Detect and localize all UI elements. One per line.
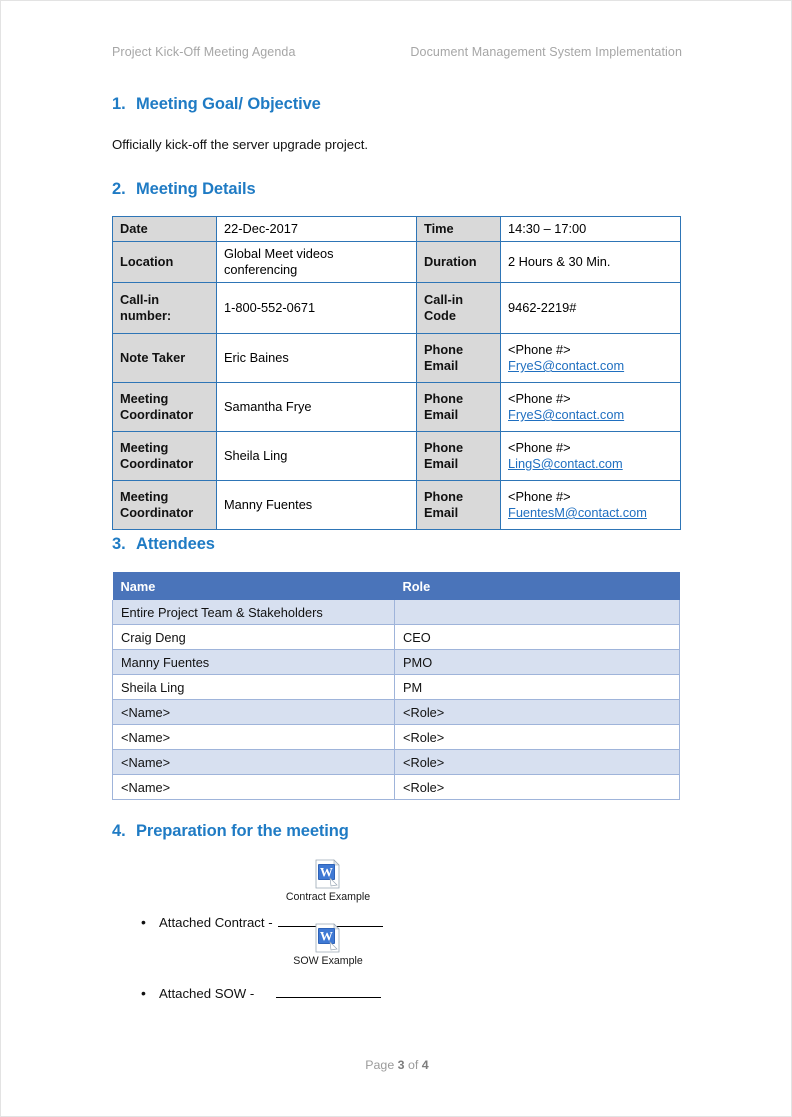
details-contact-coordinator-3	[501, 480, 681, 529]
table-row	[113, 242, 681, 283]
attendees-header-row	[113, 572, 680, 600]
attendee-role: PM	[395, 675, 680, 700]
attendee-role: <Role>	[395, 775, 680, 800]
attendees-col-name: Name	[113, 572, 395, 600]
table-row	[113, 700, 680, 725]
table-row	[113, 600, 680, 625]
section-3-heading	[112, 535, 215, 554]
section-3-number: 3.	[112, 535, 126, 553]
table-row	[113, 480, 681, 529]
word-document-icon[interactable]	[314, 923, 342, 953]
details-label-phone-email: Phone Email	[417, 333, 501, 382]
attendees-col-role: Role	[395, 572, 680, 600]
table-row	[113, 725, 680, 750]
details-value-duration: 2 Hours & 30 Min.	[501, 242, 681, 283]
details-label-coordinator-3: Meeting Coordinator	[113, 480, 217, 529]
details-value-note-taker: Eric Baines	[217, 333, 417, 382]
meeting-details-table	[112, 216, 681, 530]
email-link[interactable]: FryeS@contact.com	[508, 357, 625, 373]
details-label-note-taker: Note Taker	[113, 333, 217, 382]
details-label-coordinator-2: Meeting Coordinator	[113, 431, 217, 480]
details-contact-note-taker	[501, 333, 681, 382]
details-value-location: Global Meet videos conferencing	[217, 242, 417, 283]
table-row	[113, 625, 680, 650]
running-header	[112, 45, 682, 59]
table-row	[113, 333, 681, 382]
bullet-attached-sow	[141, 984, 381, 1001]
attachment-contract-example[interactable]	[268, 859, 388, 903]
section-1-number: 1.	[112, 95, 126, 113]
attendee-role	[395, 600, 680, 625]
phone-placeholder: <Phone #>	[508, 341, 571, 357]
table-row	[113, 750, 680, 775]
email-link[interactable]: FuentesM@contact.com	[508, 504, 647, 520]
attachment-caption: Contract Example	[285, 891, 371, 903]
attendee-role: PMO	[395, 650, 680, 675]
attendee-name: <Name>	[113, 750, 395, 775]
table-row	[113, 775, 680, 800]
attendee-name: Manny Fuentes	[113, 650, 395, 675]
attendee-name: <Name>	[113, 775, 395, 800]
details-value-coordinator-2: Sheila Ling	[217, 431, 417, 480]
svg-text:W: W	[319, 928, 333, 944]
details-label-phone-email: Phone Email	[417, 480, 501, 529]
attendee-name: <Name>	[113, 725, 395, 750]
section-4-heading	[112, 822, 349, 841]
details-label-callin-code: Call-in Code	[417, 282, 501, 333]
details-value-date: 22-Dec-2017	[217, 217, 417, 242]
table-row	[113, 217, 681, 242]
table-row	[113, 382, 681, 431]
word-document-icon[interactable]	[314, 859, 342, 889]
footer-current-page: 3	[397, 1058, 405, 1072]
bullet-label: Attached SOW -	[159, 986, 255, 1001]
details-contact-coordinator-2	[501, 431, 681, 480]
attendee-role: CEO	[395, 625, 680, 650]
attendee-role: <Role>	[395, 700, 680, 725]
details-value-time: 14:30 – 17:00	[501, 217, 681, 242]
email-link[interactable]: FryeS@contact.com	[508, 406, 625, 422]
details-label-location: Location	[113, 242, 217, 283]
section-2-heading	[112, 180, 256, 199]
phone-placeholder: <Phone #>	[508, 439, 571, 455]
section-2-title: Meeting Details	[136, 180, 256, 198]
attendee-name: Sheila Ling	[113, 675, 395, 700]
footer-prefix: Page	[365, 1058, 398, 1072]
details-value-callin-number: 1-800-552-0671	[217, 282, 417, 333]
page-footer	[1, 1058, 792, 1072]
attendee-name: Craig Deng	[113, 625, 395, 650]
fill-in-blank-line[interactable]	[276, 984, 381, 998]
footer-total-pages: 4	[421, 1058, 429, 1072]
details-label-coordinator-1: Meeting Coordinator	[113, 382, 217, 431]
details-label-duration: Duration	[417, 242, 501, 283]
attachment-caption: SOW Example	[293, 955, 363, 967]
table-row	[113, 650, 680, 675]
attendee-role: <Role>	[395, 750, 680, 775]
section-4-title: Preparation for the meeting	[136, 822, 349, 840]
word-icon-glyph	[314, 923, 342, 953]
details-label-time: Time	[417, 217, 501, 242]
bullet-dot-icon: •	[141, 914, 146, 930]
details-label-phone-email: Phone Email	[417, 431, 501, 480]
footer-middle: of	[404, 1058, 422, 1072]
details-value-coordinator-1: Samantha Frye	[217, 382, 417, 431]
section-4-number: 4.	[112, 822, 126, 840]
word-icon-glyph	[314, 859, 342, 889]
attendee-role: <Role>	[395, 725, 680, 750]
table-row	[113, 675, 680, 700]
details-label-callin-number: Call-in number:	[113, 282, 217, 333]
details-label-phone-email: Phone Email	[417, 382, 501, 431]
email-link[interactable]: LingS@contact.com	[508, 455, 623, 471]
table-row	[113, 282, 681, 333]
svg-text:W: W	[319, 864, 333, 880]
details-value-coordinator-3: Manny Fuentes	[217, 480, 417, 529]
section-1-body: Officially kick-off the server upgrade project.	[112, 137, 369, 152]
details-value-callin-code: 9462-2219#	[501, 282, 681, 333]
attendee-name: <Name>	[113, 700, 395, 725]
section-2-number: 2.	[112, 180, 126, 198]
phone-placeholder: <Phone #>	[508, 488, 571, 504]
header-left-text: Project Kick-Off Meeting Agenda	[112, 45, 296, 59]
bullet-label: Attached Contract -	[159, 915, 273, 930]
details-contact-coordinator-1	[501, 382, 681, 431]
table-row	[113, 431, 681, 480]
attendee-name: Entire Project Team & Stakeholders	[113, 600, 395, 625]
attendees-table	[112, 572, 680, 800]
phone-placeholder: <Phone #>	[508, 390, 571, 406]
section-1-heading	[112, 95, 321, 114]
section-1-title: Meeting Goal/ Objective	[136, 95, 321, 113]
bullet-dot-icon: •	[141, 985, 146, 1001]
section-3-title: Attendees	[136, 535, 215, 553]
attachment-sow-example[interactable]	[268, 923, 388, 967]
header-right-text: Document Management System Implementation	[410, 45, 682, 59]
details-label-date: Date	[113, 217, 217, 242]
